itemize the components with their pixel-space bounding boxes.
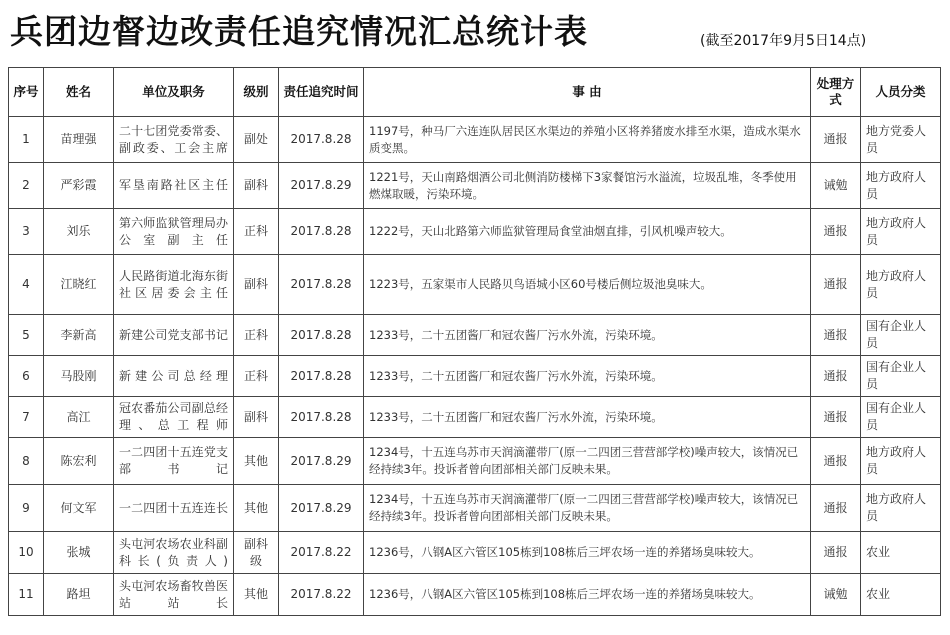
table-row: [9, 255, 941, 315]
cell-date: 2017.8.28: [279, 209, 364, 255]
cell-level: 其他: [234, 574, 279, 616]
cell-category: 地方政府人员: [861, 438, 941, 485]
cell-reason: 1233号，二十五团酱厂和冠农酱厂污水外流，污染环境。: [364, 315, 811, 356]
cell-reason: 1221号，天山南路烟酒公司北侧消防楼梯下3家餐馆污水溢流，垃圾乱堆，冬季使用燃煤取暖，污染环境。: [364, 163, 811, 209]
cell-date: 2017.8.29: [279, 438, 364, 485]
cell-date: 2017.8.29: [279, 485, 364, 532]
cell-category: 国有企业人员: [861, 315, 941, 356]
cell-unit: 冠农番茄公司副总经理、总工程师: [114, 397, 234, 438]
cell-category: 农业: [861, 532, 941, 574]
cell-no: 10: [9, 532, 44, 574]
header-category: 人员分类: [861, 68, 941, 117]
header-level: 级别: [234, 68, 279, 117]
cell-category: 农业: [861, 574, 941, 616]
cell-level: 其他: [234, 485, 279, 532]
cell-category: 地方政府人员: [861, 485, 941, 532]
cell-name: 刘乐: [44, 209, 114, 255]
cell-date: 2017.8.28: [279, 356, 364, 397]
cell-no: 3: [9, 209, 44, 255]
cell-no: 5: [9, 315, 44, 356]
table-row: [9, 356, 941, 397]
cell-unit: 军垦南路社区主任: [114, 163, 234, 209]
cell-date: 2017.8.22: [279, 574, 364, 616]
page-title: 兵团边督边改责任追究情况汇总统计表: [10, 12, 588, 51]
cell-action: 通报: [811, 255, 861, 315]
cell-reason: 1223号，五家渠市人民路贝鸟语城小区60号楼后侧垃圾池臭味大。: [364, 255, 811, 315]
cell-action: 诫勉: [811, 574, 861, 616]
accountability-table: [8, 67, 941, 616]
cell-reason: 1234号，十五连乌苏市天润滴灌带厂(原一二四团三营营部学校)噪声较大，该情况已经持续3年。投诉者曾向团部相关部门反映未果。: [364, 438, 811, 485]
header-unit: 单位及职务: [114, 68, 234, 117]
cell-category: 地方政府人员: [861, 255, 941, 315]
cell-level: 正科: [234, 315, 279, 356]
cell-reason: 1222号，天山北路第六师监狱管理局食堂油烟直排，引风机噪声较大。: [364, 209, 811, 255]
cell-reason: 1234号，十五连乌苏市天润滴灌带厂(原一二四团三营营部学校)噪声较大，该情况已经持续3年。投诉者曾向团部相关部门反映未果。: [364, 485, 811, 532]
cell-level: 副科级: [234, 532, 279, 574]
table-row: [9, 397, 941, 438]
cell-category: 国有企业人员: [861, 356, 941, 397]
table-row: [9, 163, 941, 209]
table-row: [9, 209, 941, 255]
cell-no: 8: [9, 438, 44, 485]
table-row: [9, 438, 941, 485]
cell-action: 通报: [811, 397, 861, 438]
cell-no: 4: [9, 255, 44, 315]
header-reason: 事 由: [364, 68, 811, 117]
cell-action: 通报: [811, 209, 861, 255]
cell-level: 副处: [234, 117, 279, 163]
header-no: 序号: [9, 68, 44, 117]
cell-reason: 1236号，八钢A区六管区105栋到108栋后三坪农场一连的养猪场臭味较大。: [364, 574, 811, 616]
cell-reason: 1233号，二十五团酱厂和冠农酱厂污水外流，污染环境。: [364, 397, 811, 438]
cell-no: 1: [9, 117, 44, 163]
cell-unit: 人民路街道北海东街社区居委会主任: [114, 255, 234, 315]
cell-name: 严彩霞: [44, 163, 114, 209]
cell-category: 国有企业人员: [861, 397, 941, 438]
as-of-note: (截至2017年9月5日14点): [700, 33, 867, 49]
header-name: 姓名: [44, 68, 114, 117]
table-row: [9, 574, 941, 616]
table-row: [9, 117, 941, 163]
cell-date: 2017.8.28: [279, 117, 364, 163]
cell-unit: 二十七团党委常委、副政委、工会主席: [114, 117, 234, 163]
cell-unit: 第六师监狱管理局办公室副主任: [114, 209, 234, 255]
cell-action: 通报: [811, 485, 861, 532]
cell-unit: 一二四团十五连连长: [114, 485, 234, 532]
cell-unit: 头屯河农场畜牧兽医站站长: [114, 574, 234, 616]
header-action: 处理方式: [811, 68, 861, 117]
cell-name: 李新高: [44, 315, 114, 356]
cell-date: 2017.8.28: [279, 397, 364, 438]
cell-level: 副科: [234, 163, 279, 209]
cell-date: 2017.8.29: [279, 163, 364, 209]
cell-date: 2017.8.28: [279, 255, 364, 315]
cell-no: 9: [9, 485, 44, 532]
cell-reason: 1233号，二十五团酱厂和冠农酱厂污水外流，污染环境。: [364, 356, 811, 397]
cell-no: 2: [9, 163, 44, 209]
cell-no: 6: [9, 356, 44, 397]
cell-level: 副科: [234, 397, 279, 438]
cell-unit: 一二四团十五连党支部书记: [114, 438, 234, 485]
cell-category: 地方政府人员: [861, 163, 941, 209]
cell-action: 通报: [811, 532, 861, 574]
cell-action: 诫勉: [811, 163, 861, 209]
cell-name: 马股刚: [44, 356, 114, 397]
cell-action: 通报: [811, 438, 861, 485]
cell-date: 2017.8.28: [279, 315, 364, 356]
cell-level: 正科: [234, 209, 279, 255]
table-row: [9, 485, 941, 532]
cell-reason: 1197号，种马厂六连连队居民区水渠边的养殖小区将养猪废水排至水渠，造成水渠水质变黑。: [364, 117, 811, 163]
cell-name: 苗理强: [44, 117, 114, 163]
cell-level: 其他: [234, 438, 279, 485]
cell-name: 何文军: [44, 485, 114, 532]
cell-category: 地方党委人员: [861, 117, 941, 163]
cell-name: 张城: [44, 532, 114, 574]
cell-action: 通报: [811, 356, 861, 397]
cell-name: 江晓红: [44, 255, 114, 315]
cell-action: 通报: [811, 117, 861, 163]
cell-unit: 新建公司总经理: [114, 356, 234, 397]
table-row: [9, 315, 941, 356]
cell-name: 路坦: [44, 574, 114, 616]
cell-unit: 新建公司党支部书记: [114, 315, 234, 356]
cell-level: 副科: [234, 255, 279, 315]
table-row: [9, 532, 941, 574]
cell-level: 正科: [234, 356, 279, 397]
cell-no: 7: [9, 397, 44, 438]
cell-category: 地方政府人员: [861, 209, 941, 255]
cell-date: 2017.8.22: [279, 532, 364, 574]
cell-name: 陈宏利: [44, 438, 114, 485]
header-date: 责任追究时间: [279, 68, 364, 117]
cell-no: 11: [9, 574, 44, 616]
table-header-row: [9, 68, 941, 117]
cell-name: 高江: [44, 397, 114, 438]
cell-unit: 头屯河农场农业科副科长(负责人): [114, 532, 234, 574]
cell-reason: 1236号，八钢A区六管区105栋到108栋后三坪农场一连的养猪场臭味较大。: [364, 532, 811, 574]
cell-action: 通报: [811, 315, 861, 356]
